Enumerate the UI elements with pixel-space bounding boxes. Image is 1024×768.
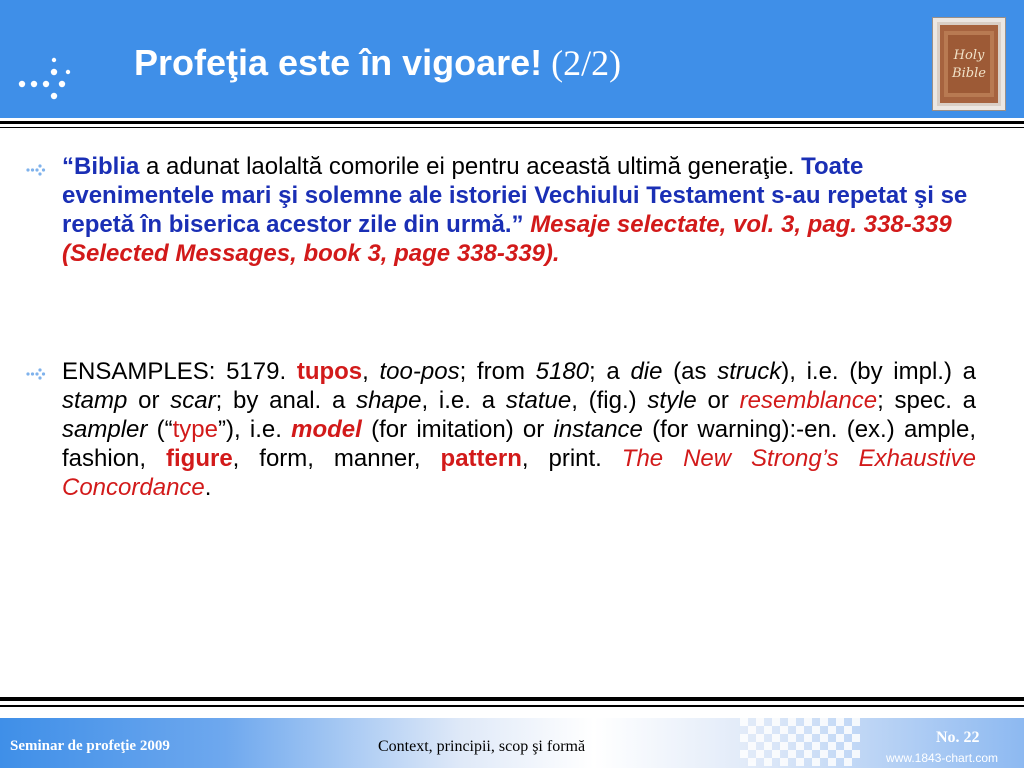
- footer-topic-label: Context, principii, scop şi formă: [378, 738, 586, 755]
- def-text: (“: [147, 416, 173, 443]
- word-type: type: [172, 416, 218, 443]
- def-text: , i.e. a: [421, 387, 506, 414]
- word-resemblance: resemblance: [739, 387, 878, 414]
- word-stamp: stamp: [62, 387, 128, 414]
- slide-title-main: Profeţia este în vigoare!: [134, 42, 543, 83]
- bible-book-icon: [940, 25, 998, 103]
- quote-source: Mesaje selectate, vol. 3, pag. 338-339 (Selected Messages, book 3, page 338-339).: [62, 211, 952, 267]
- footer-seminar-label: Seminar de profeţie 2009: [10, 738, 170, 754]
- word-pattern: pattern: [440, 445, 522, 472]
- header-divider-thick: [0, 121, 1024, 124]
- word-statue: statue: [505, 387, 572, 414]
- def-text: ; a: [589, 358, 631, 385]
- word-struck: struck: [717, 358, 782, 385]
- def-text: , print.: [521, 445, 622, 472]
- def-text: (for imitation) or: [361, 416, 554, 443]
- def-text: (for warning):-en. (ex.) ample, fashion,: [62, 416, 976, 472]
- def-text: ”), i.e.: [217, 416, 292, 443]
- word-shape: shape: [356, 387, 422, 414]
- def-text: ; by anal. a: [215, 387, 357, 414]
- word-sampler: sampler: [62, 416, 148, 443]
- bible-text-line1: Holy: [953, 48, 985, 63]
- word-style: style: [647, 387, 697, 414]
- word-tupos: tupos: [296, 358, 363, 385]
- word-5180: 5180: [535, 358, 590, 385]
- word-model: model: [291, 416, 362, 443]
- checker-pattern-decoration: [740, 718, 860, 768]
- word-scar: scar: [170, 387, 216, 414]
- def-text: , form, manner,: [232, 445, 441, 472]
- slide-header: [0, 0, 1024, 118]
- word-die: die: [630, 358, 663, 385]
- def-text: ,: [362, 358, 380, 385]
- slide-footer: [0, 718, 1024, 768]
- def-text: ), i.e. (by impl.) a: [781, 358, 977, 385]
- footer-divider-thick: [0, 697, 1024, 701]
- bullet-strongs-definition: [62, 357, 976, 502]
- slide-title: [134, 42, 621, 84]
- quote-text-part1: a adunat laolaltă comorile ei pentru această ultimă generaţie.: [139, 153, 802, 180]
- footer-divider-thin: [0, 705, 1024, 707]
- def-text: ; spec. a: [877, 387, 976, 414]
- dots-ornament-icon: [16, 56, 80, 100]
- quote-text-part2: Toate evenimentele mari şi solemne ale istoriei Vechiului Testament s-au repetat şi se repetă în biserica acestor zile din urmă.”: [62, 153, 968, 238]
- bible-text-line2: Bible: [952, 66, 986, 81]
- def-text: , (fig.): [571, 387, 648, 414]
- holy-bible-image: [932, 17, 1006, 111]
- word-too-pos: too-pos: [379, 358, 460, 385]
- def-text: ; from: [459, 358, 536, 385]
- source-concordance: The New Strong’s Exhaustive Concordance: [62, 445, 976, 501]
- def-text: or: [696, 387, 740, 414]
- footer-website-url: www.1843-chart.com: [886, 751, 999, 765]
- bullet-arrow-icon: [26, 367, 46, 381]
- def-text: (as: [662, 358, 718, 385]
- word-instance: instance: [553, 416, 643, 443]
- def-text: .: [204, 474, 212, 501]
- word-figure: figure: [166, 445, 233, 472]
- quote-open-mark: “: [62, 153, 74, 180]
- bullet-ellen-white-quote: [62, 152, 976, 268]
- slide-number: No. 22: [936, 729, 980, 746]
- def-text: or: [127, 387, 171, 414]
- header-divider-thin: [0, 127, 1024, 128]
- bullet-arrow-icon: [26, 163, 46, 177]
- slide-title-part: (2/2): [542, 43, 622, 83]
- def-text: ENSAMPLES: 5179.: [62, 358, 297, 385]
- word-biblia: Biblia: [74, 153, 140, 180]
